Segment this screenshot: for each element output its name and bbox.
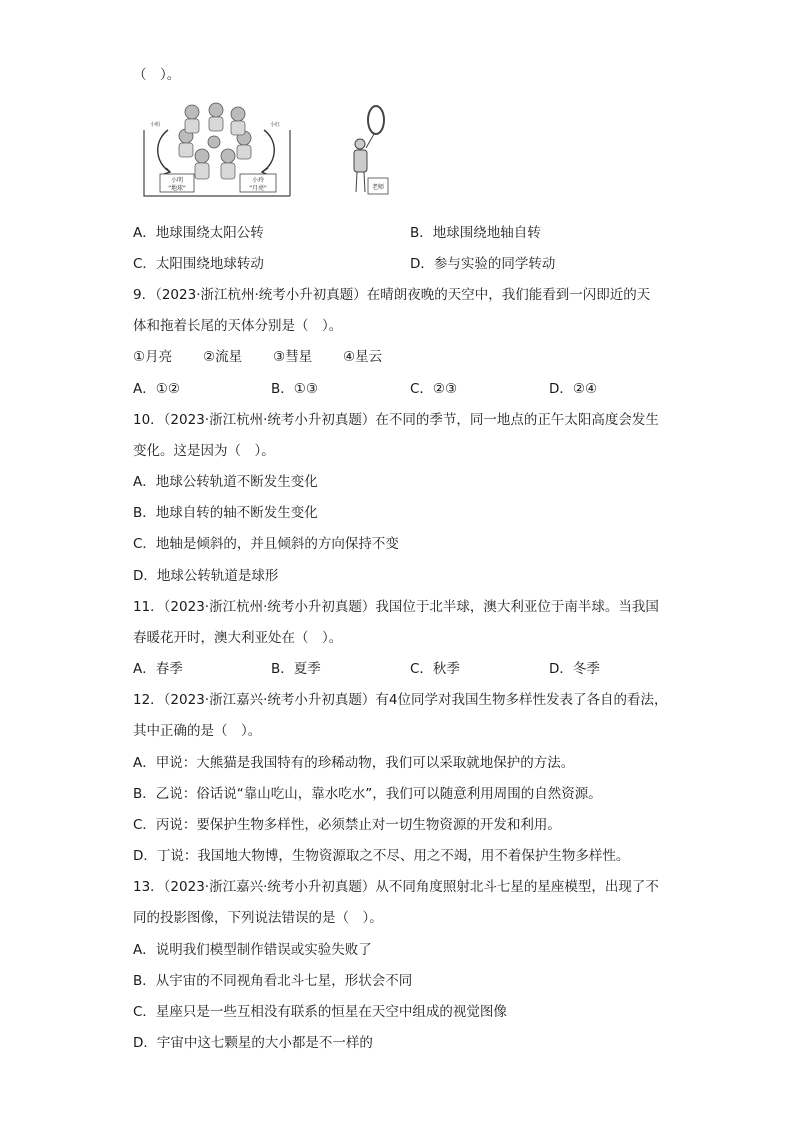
q13-option-c[interactable]: C．星座只是一些互相没有联系的恒星在天空中组成的视觉图像 [133,1004,507,1020]
q8-stem-tail: （ ）。 [133,67,181,83]
q9-option-c[interactable]: C．②③ [410,381,458,397]
q8-figure [140,100,400,200]
q9-stem-line2: 体和拖着长尾的天体分别是（ ）。 [133,318,343,334]
svg-text:"月亮": "月亮" [249,185,267,192]
q8-option-c[interactable]: C．太阳围绕地球转动 [133,256,264,272]
q8-option-a[interactable]: A．地球围绕太阳公转 [133,225,264,241]
q12-option-b[interactable]: B．乙说：俗话说“靠山吃山，靠水吃水”，我们可以随意利用周围的自然资源。 [133,786,602,802]
q9-item-2: ②流星 [203,349,243,365]
q11-option-a[interactable]: A．春季 [133,661,183,677]
q11-stem-line1: 11．（2023·浙江杭州·统考小升初真题）我国位于北半球，澳大利亚位于南半球。当我国 [133,599,659,615]
q10-option-c[interactable]: C．地轴是倾斜的，并且倾斜的方向保持不变 [133,536,399,552]
q13-option-d[interactable]: D．宇宙中这七颗星的大小都是不一样的 [133,1035,373,1051]
figure-label-earth: 小明 [170,177,184,184]
q8-option-d[interactable]: D．参与实验的同学转动 [410,256,556,272]
figure-label-teacher: 老师 [371,184,385,191]
q10-option-d[interactable]: D．地球公转轨道是球形 [133,568,279,584]
q12-option-d[interactable]: D．丁说：我国地大物博，生物资源取之不尽、用之不竭，用不着保护生物多样性。 [133,848,630,864]
q9-item-1: ①月亮 [133,349,173,365]
q10-option-b[interactable]: B．地球自转的轴不断发生变化 [133,505,318,521]
q13-option-b[interactable]: B．从宇宙的不同视角看北斗七星，形状会不同 [133,973,413,989]
q9-option-a[interactable]: A．①② [133,381,180,397]
children-circle-illustration [140,100,400,200]
q12-stem-line2: 其中正确的是（ ）。 [133,723,262,739]
q13-option-a[interactable]: A．说明我们模型制作错误或实验失败了 [133,942,372,958]
q13-stem-line2: 同的投影图像，下列说法错误的是（ ）。 [133,910,383,926]
q11-stem-line2: 春暖花开时，澳大利亚处在（ ）。 [133,630,343,646]
q10-option-a[interactable]: A．地球公转轨道不断发生变化 [133,474,318,490]
q9-stem-line1: 9．（2023·浙江杭州·统考小升初真题）在晴朗夜晚的天空中，我们能看到一闪即近的天 [133,287,651,303]
q11-option-b[interactable]: B．夏季 [271,661,321,677]
svg-text:小明: 小明 [150,122,161,128]
q8-option-b[interactable]: B．地球围绕地轴自转 [410,225,541,241]
q10-stem-line2: 变化。这是因为（ ）。 [133,443,275,459]
q9-option-d[interactable]: D．②④ [549,381,598,397]
q12-option-a[interactable]: A．甲说：大熊猫是我国特有的珍稀动物，我们可以采取就地保护的方法。 [133,755,575,771]
figure-label-moon: 小玲 [251,177,265,184]
q12-stem-line1: 12．（2023·浙江嘉兴·统考小升初真题）有4位同学对我国生物多样性发表了各自的看法， [133,692,668,708]
q11-option-c[interactable]: C．秋季 [410,661,460,677]
svg-text:小红: 小红 [270,122,281,128]
svg-text:"地球": "地球" [168,185,186,192]
q10-stem-line1: 10．（2023·浙江杭州·统考小升初真题）在不同的季节，同一地点的正午太阳高度会发生 [133,412,659,428]
q12-option-c[interactable]: C．丙说：要保护生物多样性，必须禁止对一切生物资源的开发和利用。 [133,817,561,833]
q9-item-3: ③彗星 [273,349,313,365]
q9-option-b[interactable]: B．①③ [271,381,318,397]
q13-stem-line1: 13．（2023·浙江嘉兴·统考小升初真题）从不同角度照射北斗七星的星座模型，出现了不 [133,879,659,895]
q9-item-4: ④星云 [343,349,383,365]
q11-option-d[interactable]: D．冬季 [549,661,600,677]
